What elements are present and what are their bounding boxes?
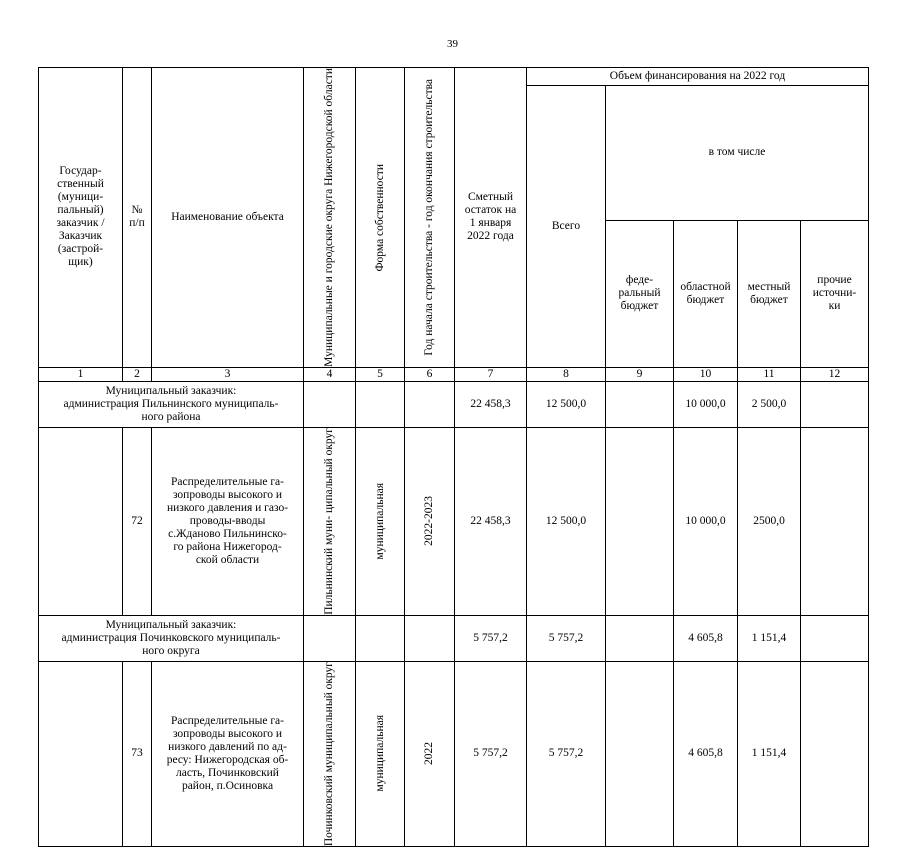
cell-estimate: 22 458,3 xyxy=(455,381,527,427)
cell-federal xyxy=(606,661,674,846)
column-number: 6 xyxy=(405,367,455,381)
cell-regional: 10 000,0 xyxy=(674,427,738,615)
table-row xyxy=(39,427,869,615)
header-local: местный бюджет xyxy=(738,220,801,367)
table-row xyxy=(39,661,869,846)
cell-years: 2022 xyxy=(405,661,455,846)
table-row-group xyxy=(39,615,869,661)
cell-empty xyxy=(304,381,356,427)
cell-local: 1 151,4 xyxy=(738,661,801,846)
cell-empty xyxy=(405,381,455,427)
header-municipality: Муниципальные и городские округа Нижегородской области xyxy=(304,68,356,368)
cell-other xyxy=(801,661,869,846)
column-number: 11 xyxy=(738,367,801,381)
cell-num: 73 xyxy=(123,661,152,846)
header-regional: областной бюджет xyxy=(674,220,738,367)
column-number: 3 xyxy=(152,367,304,381)
header-other: прочие источни- ки xyxy=(801,220,869,367)
cell-empty xyxy=(405,615,455,661)
column-number: 10 xyxy=(674,367,738,381)
cell-total: 5 757,2 xyxy=(527,615,606,661)
cell-federal xyxy=(606,427,674,615)
cell-other xyxy=(801,615,869,661)
group-customer-label: Муниципальный заказчик: администрация Пильнинского муниципаль- ного района xyxy=(39,381,304,427)
cell-num: 72 xyxy=(123,427,152,615)
column-number: 5 xyxy=(356,367,405,381)
cell-municipality: Пильнинский муни- ципальный округ xyxy=(304,427,356,615)
header-object-name: Наименование объекта xyxy=(152,68,304,368)
header-estimate: Сметный остаток на 1 января 2022 года xyxy=(455,68,527,368)
header-funding-title: Объем финансирования на 2022 год xyxy=(527,68,869,86)
cell-empty xyxy=(356,381,405,427)
column-number: 1 xyxy=(39,367,123,381)
cell-federal xyxy=(606,381,674,427)
cell-object-name: Распределительные га- зопроводы высокого и низкого давления и газо- проводы-вводы с.Жданово Пильнинско- го района Нижегород- ской области xyxy=(152,427,304,615)
cell-years: 2022-2023 xyxy=(405,427,455,615)
cell-federal xyxy=(606,615,674,661)
header-customer: Государ- ственный (муници- пальный) заказчик / Заказчик (застрой- щик) xyxy=(39,68,123,368)
page-number: 39 xyxy=(447,38,458,50)
cell-estimate: 5 757,2 xyxy=(455,615,527,661)
header-ownership: Форма собственности xyxy=(356,68,405,368)
cell-estimate: 22 458,3 xyxy=(455,427,527,615)
cell-total: 12 500,0 xyxy=(527,381,606,427)
column-number: 12 xyxy=(801,367,869,381)
header-total: Всего xyxy=(527,86,606,368)
cell-empty xyxy=(304,615,356,661)
header-years: Год начала строительства - год окончания строительства xyxy=(405,68,455,368)
cell-regional: 4 605,8 xyxy=(674,615,738,661)
cell-total: 5 757,2 xyxy=(527,661,606,846)
column-number: 8 xyxy=(527,367,606,381)
table-row-group xyxy=(39,381,869,427)
column-number: 2 xyxy=(123,367,152,381)
column-number: 9 xyxy=(606,367,674,381)
cell-other xyxy=(801,427,869,615)
column-numbers-row xyxy=(39,367,869,381)
cell-empty xyxy=(39,661,123,846)
header-num: № п/п xyxy=(123,68,152,368)
cell-estimate: 5 757,2 xyxy=(455,661,527,846)
cell-empty xyxy=(39,427,123,615)
header-including: в том числе xyxy=(606,86,869,221)
cell-ownership: муниципальная xyxy=(356,661,405,846)
column-number: 4 xyxy=(304,367,356,381)
cell-municipality: Починковский муниципальный округ xyxy=(304,661,356,846)
cell-total: 12 500,0 xyxy=(527,427,606,615)
cell-regional: 4 605,8 xyxy=(674,661,738,846)
cell-other xyxy=(801,381,869,427)
column-number: 7 xyxy=(455,367,527,381)
group-customer-label: Муниципальный заказчик: администрация Починковского муниципаль- ного округа xyxy=(39,615,304,661)
cell-empty xyxy=(356,615,405,661)
cell-regional: 10 000,0 xyxy=(674,381,738,427)
cell-local: 1 151,4 xyxy=(738,615,801,661)
cell-local: 2500,0 xyxy=(738,427,801,615)
header-federal: феде- ральный бюджет xyxy=(606,220,674,367)
cell-object-name: Распределительные га- зопроводы высокого и низкого давлений по ад- ресу: Нижегородская об- ласть, Починковский район, п.Осиновка xyxy=(152,661,304,846)
cell-ownership: муниципальная xyxy=(356,427,405,615)
financing-table xyxy=(38,67,869,847)
cell-local: 2 500,0 xyxy=(738,381,801,427)
